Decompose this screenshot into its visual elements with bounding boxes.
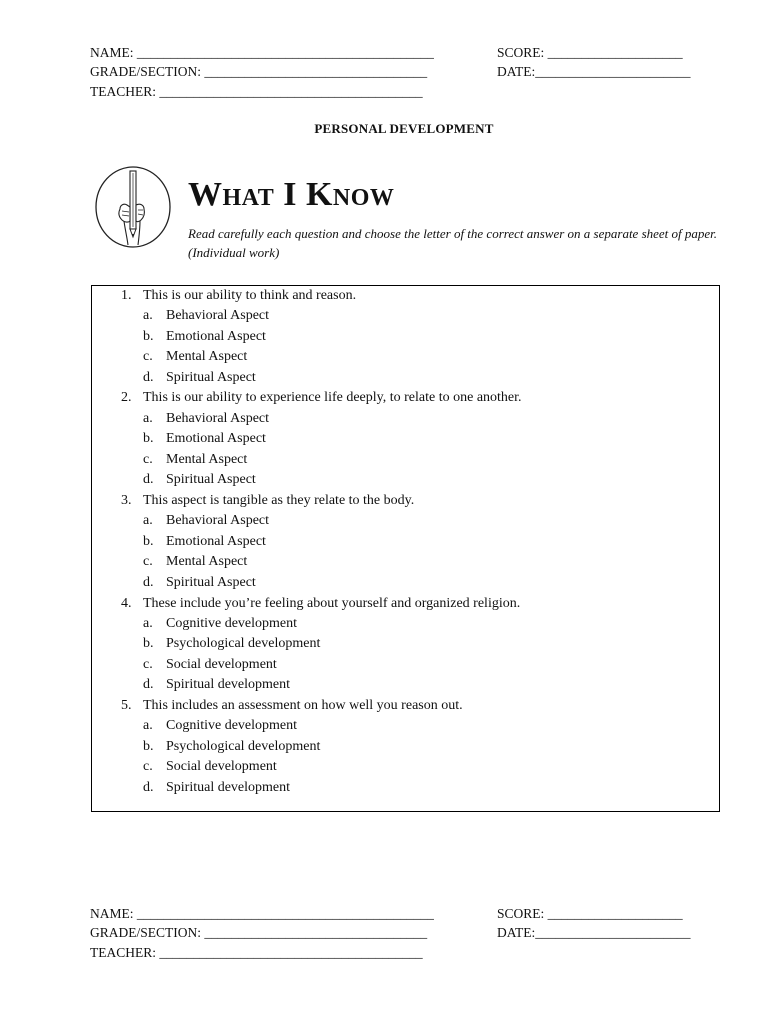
- option-text: Mental Aspect: [166, 554, 248, 569]
- option-text: Mental Aspect: [166, 349, 248, 364]
- option-letter: c.: [143, 759, 153, 774]
- option-text: Spiritual Aspect: [166, 575, 256, 590]
- option-text: Mental Aspect: [166, 452, 248, 467]
- option-text: Social development: [166, 657, 277, 672]
- option-text: Behavioral Aspect: [166, 308, 270, 323]
- instructions-text: Read carefully each question and choose the letter of the correct answer on a separate sheet of paper. (Individual work): [188, 226, 718, 260]
- name-field: NAME: ____________________________________________: [90, 906, 434, 921]
- option-text: Social development: [166, 759, 277, 774]
- option-letter: b.: [143, 534, 154, 549]
- option-text: Psychological development: [166, 636, 321, 651]
- option-letter: c.: [143, 554, 153, 569]
- option-text: Psychological development: [166, 739, 321, 754]
- subject-title: PERSONAL DEVELOPMENT: [314, 121, 494, 136]
- option-text: Behavioral Aspect: [166, 513, 270, 528]
- option-text: Cognitive development: [166, 616, 298, 631]
- teacher-field: TEACHER: _______________________________________: [90, 945, 423, 960]
- question-number: 4.: [121, 596, 132, 611]
- grade-section-field: GRADE/SECTION: _________________________________: [90, 925, 428, 940]
- question-number: 1.: [121, 288, 132, 303]
- option-text: Emotional Aspect: [166, 431, 266, 446]
- question-text: This is our ability to experience life deeply, to relate to one another.: [143, 390, 522, 405]
- option-letter: b.: [143, 431, 154, 446]
- hand-pencil-icon: [94, 165, 172, 249]
- question-number: 3.: [121, 493, 132, 508]
- option-text: Spiritual Aspect: [166, 472, 256, 487]
- option-text: Emotional Aspect: [166, 329, 266, 344]
- option-letter: a.: [143, 308, 153, 323]
- score-field: SCORE: ____________________: [497, 906, 683, 921]
- option-text: Cognitive development: [166, 718, 298, 733]
- option-letter: c.: [143, 452, 153, 467]
- option-letter: d.: [143, 575, 154, 590]
- option-letter: b.: [143, 329, 154, 344]
- question-number: 2.: [121, 390, 132, 405]
- question-text: These include you’re feeling about yourself and organized religion.: [143, 596, 521, 611]
- option-letter: a.: [143, 411, 153, 426]
- option-text: Spiritual development: [166, 677, 291, 692]
- teacher-field: TEACHER: _______________________________________: [90, 84, 423, 99]
- option-letter: d.: [143, 472, 154, 487]
- question-text: This aspect is tangible as they relate to the body.: [143, 493, 415, 508]
- option-letter: b.: [143, 636, 154, 651]
- option-letter: c.: [143, 349, 153, 364]
- option-letter: b.: [143, 739, 154, 754]
- question-text: This is our ability to think and reason.: [143, 288, 357, 303]
- grade-section-field: GRADE/SECTION: _________________________________: [90, 64, 428, 79]
- option-letter: a.: [143, 616, 153, 631]
- question-number: 5.: [121, 698, 132, 713]
- date-field: DATE:_______________________: [497, 925, 691, 940]
- option-letter: d.: [143, 370, 154, 385]
- option-letter: d.: [143, 677, 154, 692]
- activity-title: What I Know: [188, 176, 395, 213]
- option-text: Spiritual development: [166, 780, 291, 795]
- date-field: DATE:_______________________: [497, 64, 691, 79]
- option-letter: a.: [143, 718, 153, 733]
- question-text: This includes an assessment on how well you reason out.: [143, 698, 463, 713]
- name-field: NAME: ____________________________________________: [90, 45, 434, 60]
- option-text: Behavioral Aspect: [166, 411, 270, 426]
- option-letter: c.: [143, 657, 153, 672]
- option-text: Spiritual Aspect: [166, 370, 256, 385]
- option-letter: d.: [143, 780, 154, 795]
- option-text: Emotional Aspect: [166, 534, 266, 549]
- score-field: SCORE: ____________________: [497, 45, 683, 60]
- option-letter: a.: [143, 513, 153, 528]
